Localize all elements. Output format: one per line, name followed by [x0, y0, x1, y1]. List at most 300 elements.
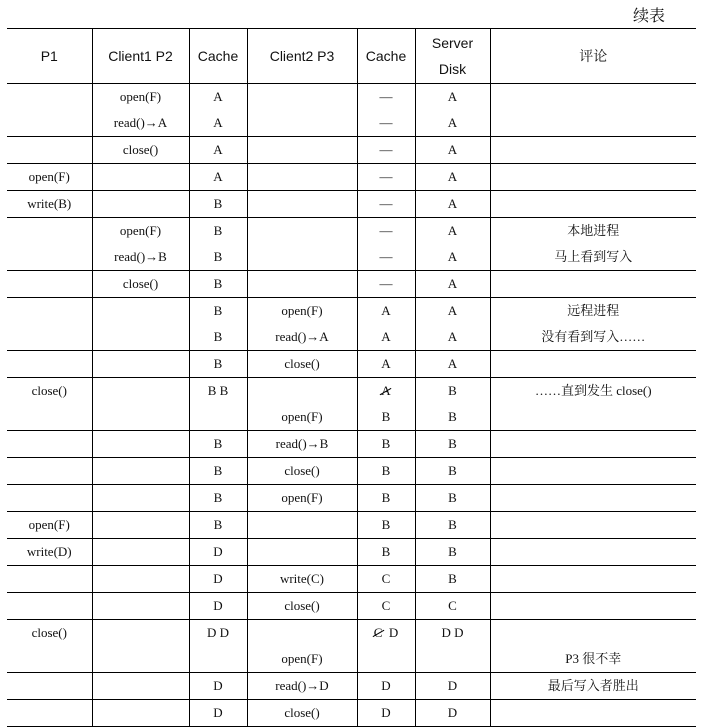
cell-line: A: [447, 169, 458, 184]
table-row: [7, 378, 696, 431]
cell-line: D: [213, 678, 223, 693]
cell-line: 远程进程: [567, 303, 620, 318]
cell-line: [491, 566, 697, 592]
cell-server-disk: [415, 539, 490, 566]
cell-cache-1: [189, 84, 247, 137]
cell-server-disk: [415, 593, 490, 620]
cell-cache-2: [357, 485, 415, 512]
cell-cache-1: [189, 218, 247, 271]
cell-line: [93, 700, 189, 726]
cell-comment: [490, 351, 696, 378]
table-body: [7, 84, 696, 727]
cell-client1-p2: [92, 593, 189, 620]
cell-line: D: [447, 705, 458, 720]
cell-client1-p2: [92, 673, 189, 700]
cell-comment: [490, 84, 696, 137]
cell-client1-p2: [92, 566, 189, 593]
cell-line: B B: [207, 383, 229, 398]
cell-client2-p3: [247, 137, 357, 164]
cell-line: close(): [284, 705, 320, 720]
cell-line: B: [213, 249, 223, 264]
cell-line: [358, 646, 415, 672]
header-server-disk: [415, 29, 490, 84]
cell-client1-p2: [92, 84, 189, 137]
cell-client1-p2: [92, 218, 189, 271]
cell-cache-1: [189, 620, 247, 673]
cell-cache-1: [189, 164, 247, 191]
cell-client2-p3: [247, 84, 357, 137]
cell-line: [93, 539, 189, 565]
header-row: [7, 29, 696, 84]
cell-cache-2: [357, 84, 415, 137]
cell-line: B: [448, 383, 457, 398]
cell-line: B: [381, 463, 391, 478]
cell-p1: [7, 218, 92, 271]
cell-client1-p2: [92, 271, 189, 298]
cell-server-disk: [415, 137, 490, 164]
cell-cache-1: [189, 673, 247, 700]
cell-client2-p3: [247, 218, 357, 271]
cell-line: [7, 431, 92, 457]
table-row: [7, 458, 696, 485]
cell-cache-2: [357, 539, 415, 566]
cell-line: D: [381, 705, 391, 720]
cell-line: B: [213, 196, 223, 211]
cell-cache-1: [189, 137, 247, 164]
cell-comment: [490, 512, 696, 539]
cell-cache-2: [357, 673, 415, 700]
cell-line: A: [381, 356, 391, 371]
cell-line: [93, 620, 189, 646]
cell-cache-2: [357, 164, 415, 191]
cell-line: B: [213, 517, 223, 532]
cell-comment: [490, 378, 696, 431]
cell-p1: [7, 137, 92, 164]
cell-line: [491, 485, 697, 511]
cell-line: B: [381, 436, 391, 451]
cell-line: —: [379, 142, 393, 157]
cell-line: [491, 110, 697, 136]
cell-client2-p3: [247, 566, 357, 593]
table-row: [7, 700, 696, 727]
cell-line: [491, 164, 697, 190]
cell-line: [248, 84, 357, 110]
cell-line: [491, 539, 697, 565]
cell-comment: [490, 431, 696, 458]
cell-client2-p3: [247, 458, 357, 485]
cell-cache-1: [189, 351, 247, 378]
cell-client1-p2: [92, 512, 189, 539]
cell-line: A: [447, 89, 458, 104]
cell-cache-1: [189, 593, 247, 620]
cell-server-disk: [415, 431, 490, 458]
cell-line: —: [379, 249, 393, 264]
header-line: Cache: [365, 48, 407, 64]
cache-entry: D: [382, 625, 399, 640]
cell-line: close(): [284, 598, 320, 613]
cell-line: —: [379, 169, 393, 184]
cell-server-disk: [415, 512, 490, 539]
cell-client2-p3: [247, 271, 357, 298]
cell-cache-1: [189, 700, 247, 727]
cell-line: [93, 593, 189, 619]
header-cache-2: [357, 29, 415, 84]
header-p1: [7, 29, 92, 84]
cell-comment: [490, 620, 696, 673]
cell-cache-1: [189, 191, 247, 218]
cell-line: [491, 620, 697, 646]
table-row: [7, 164, 696, 191]
header-line: Disk: [438, 61, 467, 77]
cell-p1: [7, 84, 92, 137]
header-client2-p3: [247, 29, 357, 84]
cell-line: open(F): [119, 89, 162, 104]
cell-server-disk: [415, 673, 490, 700]
table-caption: 续表: [632, 8, 665, 25]
cell-line: A: [447, 276, 458, 291]
cell-line: [248, 137, 357, 163]
cell-server-disk: [415, 164, 490, 191]
table-row: [7, 673, 696, 700]
cell-line: open(F): [281, 490, 323, 505]
cell-line: [358, 378, 415, 404]
cell-client1-p2: [92, 700, 189, 727]
cell-line: [93, 298, 189, 324]
cell-comment: [490, 485, 696, 512]
cell-cache-1: [189, 458, 247, 485]
cell-line: [248, 164, 357, 190]
cell-line: [7, 84, 92, 110]
table-row: [7, 137, 696, 164]
cell-line: B: [381, 517, 391, 532]
cell-cache-2: [357, 191, 415, 218]
header-line: Client1 P2: [108, 48, 173, 64]
cell-line: [93, 485, 189, 511]
cell-cache-1: [189, 271, 247, 298]
cell-line: write(B): [27, 196, 72, 211]
cell-client1-p2: [92, 539, 189, 566]
cell-cache-2: [357, 458, 415, 485]
cell-line: B: [448, 463, 457, 478]
cell-p1: [7, 700, 92, 727]
cell-cache-2: [357, 298, 415, 351]
table-row: [7, 351, 696, 378]
cell-line: —: [379, 276, 393, 291]
cell-server-disk: [415, 700, 490, 727]
cell-line: [248, 271, 357, 297]
cell-line: A: [447, 303, 458, 318]
cell-line: P3 很不幸: [565, 651, 622, 666]
cell-line: B: [213, 329, 223, 344]
cell-line: write(C): [279, 571, 325, 586]
cell-cache-2: [357, 271, 415, 298]
cell-line: C: [381, 598, 391, 613]
cell-line: [7, 218, 92, 244]
table-row: [7, 431, 696, 458]
cell-line: B: [213, 276, 223, 291]
cell-line: close(): [122, 142, 159, 157]
cell-line: read()→B: [275, 436, 329, 451]
cell-line: [93, 512, 189, 538]
cell-cache-2: [357, 700, 415, 727]
cell-p1: [7, 620, 92, 673]
cell-comment: [490, 458, 696, 485]
cell-comment: [490, 539, 696, 566]
cell-line: [93, 164, 189, 190]
cell-cache-1: [189, 485, 247, 512]
cell-p1: [7, 351, 92, 378]
cell-line: [491, 351, 697, 377]
cell-client2-p3: [247, 298, 357, 351]
cell-line: [93, 566, 189, 592]
cell-line: [491, 512, 697, 538]
cell-p1: [7, 378, 92, 431]
cell-line: D: [213, 598, 223, 613]
cell-client2-p3: [247, 191, 357, 218]
cell-server-disk: [415, 485, 490, 512]
cell-line: D D: [441, 625, 464, 640]
cell-comment: [490, 298, 696, 351]
table-row: [7, 271, 696, 298]
header-line: Client2 P3: [269, 48, 335, 64]
cell-client1-p2: [92, 298, 189, 351]
cell-cache-2: [357, 512, 415, 539]
cell-line: —: [379, 89, 393, 104]
cell-line: D: [381, 678, 391, 693]
header-line: Server: [431, 35, 474, 51]
cell-line: [248, 378, 357, 404]
cell-line: [93, 673, 189, 699]
cell-client2-p3: [247, 431, 357, 458]
cell-line: [7, 244, 92, 270]
cell-line: open(F): [28, 517, 70, 532]
header-cache-1: [189, 29, 247, 84]
cell-line: open(F): [281, 303, 323, 318]
cell-line: A: [213, 142, 223, 157]
cell-comment: [490, 566, 696, 593]
cell-line: B: [381, 409, 391, 424]
cell-line: [93, 378, 189, 404]
cell-line: [491, 431, 697, 457]
cell-p1: [7, 458, 92, 485]
cell-line: A: [381, 303, 391, 318]
cell-p1: [7, 673, 92, 700]
cell-server-disk: [415, 378, 490, 431]
cell-line: [248, 110, 357, 136]
cell-line: B: [448, 571, 457, 586]
cell-cache-2: [357, 218, 415, 271]
cell-line: B: [448, 517, 457, 532]
cell-line: [248, 512, 357, 538]
cell-cache-2: [357, 566, 415, 593]
cell-line: [93, 431, 189, 457]
table-row: [7, 84, 696, 137]
cell-line: [7, 700, 92, 726]
cell-line: B: [448, 490, 457, 505]
table-row: [7, 593, 696, 620]
cell-line: B: [213, 490, 223, 505]
cell-line: [358, 620, 415, 646]
cell-p1: [7, 566, 92, 593]
cell-line: open(F): [28, 169, 70, 184]
cell-line: B: [213, 223, 223, 238]
cell-line: A: [213, 169, 223, 184]
cell-line: [491, 271, 697, 297]
cell-p1: [7, 539, 92, 566]
cell-line: [7, 566, 92, 592]
cell-server-disk: [415, 84, 490, 137]
cell-line: A: [213, 89, 223, 104]
cell-line: [7, 404, 92, 430]
cell-client2-p3: [247, 700, 357, 727]
cell-cache-1: [189, 378, 247, 431]
cell-line: write(D): [26, 544, 72, 559]
cell-line: [7, 458, 92, 484]
cell-line: B: [213, 436, 223, 451]
cell-line: [7, 485, 92, 511]
cell-line: [7, 351, 92, 377]
cell-line: —: [379, 223, 393, 238]
cell-client1-p2: [92, 431, 189, 458]
cell-line: [491, 137, 697, 163]
table-row: [7, 620, 696, 673]
table-row: [7, 485, 696, 512]
cell-line: [7, 646, 92, 672]
cell-line: B: [213, 463, 223, 478]
cell-line: 没有看到写入……: [541, 329, 646, 344]
cell-line: B: [213, 356, 223, 371]
cell-line: [491, 84, 697, 110]
cell-server-disk: [415, 298, 490, 351]
cell-comment: [490, 271, 696, 298]
cell-client2-p3: [247, 378, 357, 431]
cell-cache-1: [189, 539, 247, 566]
cell-line: [93, 324, 189, 350]
cell-line: D: [447, 678, 458, 693]
cell-line: ……直到发生 close(): [534, 383, 652, 398]
cell-line: [93, 191, 189, 217]
cell-line: A: [381, 329, 391, 344]
cell-line: A: [447, 329, 458, 344]
cell-line: close(): [31, 383, 67, 398]
cell-line: [416, 646, 490, 672]
cell-line: B: [381, 490, 391, 505]
cell-line: B: [448, 436, 457, 451]
cell-line: [93, 404, 189, 430]
cell-cache-2: [357, 431, 415, 458]
cell-line: [491, 191, 697, 217]
cell-line: [7, 271, 92, 297]
cell-client1-p2: [92, 351, 189, 378]
cell-line: A: [447, 223, 458, 238]
cell-line: A: [447, 196, 458, 211]
cell-p1: [7, 485, 92, 512]
table-row: [7, 512, 696, 539]
cell-server-disk: [415, 458, 490, 485]
cell-p1: [7, 271, 92, 298]
cell-line: close(): [284, 356, 320, 371]
cell-client2-p3: [247, 164, 357, 191]
cell-comment: [490, 137, 696, 164]
cell-p1: [7, 593, 92, 620]
cell-client2-p3: [247, 351, 357, 378]
cell-cache-1: [189, 431, 247, 458]
cell-line: [248, 620, 357, 646]
cell-line: [491, 700, 697, 726]
cell-line: [491, 404, 697, 430]
cell-line: [248, 539, 357, 565]
cell-cache-1: [189, 512, 247, 539]
cell-client2-p3: [247, 539, 357, 566]
cell-p1: [7, 431, 92, 458]
cell-client1-p2: [92, 378, 189, 431]
table-row: [7, 298, 696, 351]
cell-client2-p3: [247, 512, 357, 539]
cell-line: A: [447, 142, 458, 157]
cell-client1-p2: [92, 137, 189, 164]
cell-line: 最后写入者胜出: [547, 678, 639, 693]
cell-line: —: [379, 115, 393, 130]
cell-line: [7, 673, 92, 699]
cell-cache-2: [357, 137, 415, 164]
cell-line: close(): [122, 276, 159, 291]
cell-comment: [490, 593, 696, 620]
table-row: [7, 539, 696, 566]
cell-p1: [7, 191, 92, 218]
cell-line: D D: [206, 625, 230, 640]
table-row: [7, 566, 696, 593]
cell-line: 马上看到写入: [554, 249, 633, 264]
cell-p1: [7, 512, 92, 539]
cell-client1-p2: [92, 164, 189, 191]
cell-comment: [490, 700, 696, 727]
cell-line: [248, 191, 357, 217]
cell-line: B: [448, 544, 457, 559]
cell-p1: [7, 298, 92, 351]
cache-consistency-table: [7, 28, 696, 727]
table-row: [7, 218, 696, 271]
cell-client1-p2: [92, 191, 189, 218]
cell-line: D: [213, 544, 223, 559]
cell-line: B: [448, 409, 457, 424]
cell-line: D: [213, 705, 223, 720]
cell-comment: [490, 218, 696, 271]
cell-client2-p3: [247, 673, 357, 700]
cell-line: [7, 593, 92, 619]
cell-line: open(F): [281, 651, 323, 666]
cell-cache-2: [357, 620, 415, 673]
cell-line: [190, 404, 247, 430]
cell-client2-p3: [247, 620, 357, 673]
header-line: 评论: [579, 48, 608, 64]
header-comment: [490, 29, 696, 84]
cell-line: read()→A: [275, 329, 329, 344]
cell-line: [93, 458, 189, 484]
cell-line: [190, 646, 247, 672]
cell-comment: [490, 673, 696, 700]
cell-cache-2: [357, 351, 415, 378]
cell-line: C: [448, 598, 457, 613]
cell-line: [93, 646, 189, 672]
cell-line: [93, 351, 189, 377]
cell-server-disk: [415, 566, 490, 593]
invalidated-entry: C: [374, 620, 383, 646]
cell-cache-1: [189, 298, 247, 351]
cell-line: [7, 137, 92, 163]
cell-comment: [490, 164, 696, 191]
cell-client2-p3: [247, 593, 357, 620]
cell-server-disk: [415, 271, 490, 298]
